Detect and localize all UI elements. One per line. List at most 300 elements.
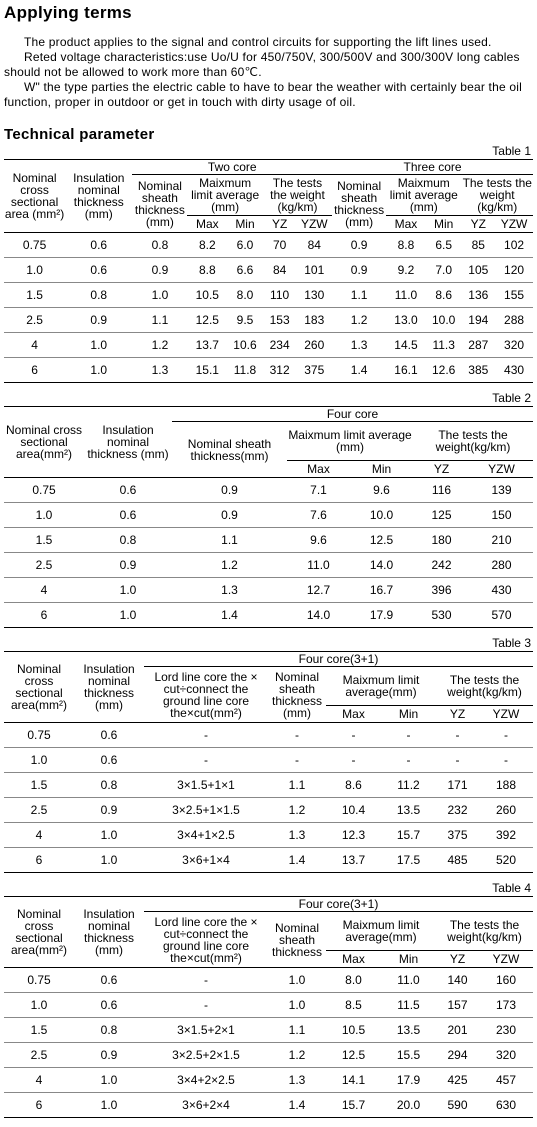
table-cell: 0.6 xyxy=(100,973,118,987)
table-cell: 425 xyxy=(447,1073,468,1087)
table-cell: 210 xyxy=(491,533,512,547)
table1 xyxy=(4,159,533,383)
table-cell: 570 xyxy=(491,608,512,622)
table3-header-group: Four core(3+1) xyxy=(144,652,533,667)
technical-parameter-title: Technical parameter xyxy=(4,126,155,143)
table-cell: 11.3 xyxy=(432,338,455,352)
table-cell: 3×4+1×2.5 xyxy=(177,828,235,842)
table-cell: 171 xyxy=(447,778,468,792)
table-cell: 8.6 xyxy=(435,288,453,302)
table3 xyxy=(4,651,533,873)
table-row xyxy=(4,233,533,258)
table1-caption: Table 1 xyxy=(492,144,531,158)
table-cell: 6 xyxy=(35,1098,43,1112)
table2-header-yzw: YZW xyxy=(488,462,515,476)
table-row xyxy=(4,528,533,553)
table-cell: 105 xyxy=(468,263,489,277)
table1-header-limit-a: Maixmum limit average (mm) xyxy=(187,175,262,216)
table-cell: 0.75 xyxy=(27,728,51,742)
table-cell: 1.4 xyxy=(350,363,368,377)
table-cell: 136 xyxy=(468,288,489,302)
table3-header-limit: Maixmum limit average(mm) xyxy=(326,667,436,706)
table-cell: 1.0 xyxy=(119,608,137,622)
table-row xyxy=(4,1093,533,1118)
table-cell: 485 xyxy=(447,853,468,867)
table-cell: - xyxy=(351,753,356,767)
table3-header-insulation: Insulation nominal thickness (mm) xyxy=(83,662,135,712)
table-cell: - xyxy=(295,728,299,742)
table2-header-yz: YZ xyxy=(433,462,450,476)
table1-header-yzw-b: YZW xyxy=(500,217,528,231)
table-cell: - xyxy=(204,998,208,1012)
table-cell: 14.0 xyxy=(369,558,394,572)
table-cell: 0.6 xyxy=(90,238,108,252)
table-cell: 1.0 xyxy=(30,753,48,767)
table-cell: 1.3 xyxy=(151,363,169,377)
table-cell: 140 xyxy=(447,973,468,987)
table-cell: 155 xyxy=(504,288,525,302)
intro-paragraph-2: Reted voltage characteristics:use Uo/U for 450/750V, 300/500V and 300/300V long cables should not be allowed to work more than 60℃. xyxy=(4,50,520,79)
table-cell: 1.5 xyxy=(30,1023,48,1037)
table-cell: 9.2 xyxy=(397,263,415,277)
table2-header-limit: Maixmum limit average (mm) xyxy=(287,422,413,461)
table-row xyxy=(4,553,533,578)
table3-header-yz: YZ xyxy=(449,706,466,721)
table-cell: 375 xyxy=(447,828,468,842)
table-cell: 101 xyxy=(304,263,325,277)
table-cell: 150 xyxy=(491,508,512,522)
table1-header-area: Nominal cross sectional area (mm²) xyxy=(4,171,65,221)
table-cell: 287 xyxy=(468,338,489,352)
table-cell: 1.2 xyxy=(288,1048,306,1062)
table-cell: 430 xyxy=(491,583,512,597)
table4-header-max: Max xyxy=(342,951,365,966)
table-cell: 2.5 xyxy=(35,558,53,572)
table-cell: - xyxy=(406,753,411,767)
table-cell: 0.9 xyxy=(350,263,368,277)
table-cell: 4 xyxy=(35,828,43,842)
table-cell: 234 xyxy=(269,338,290,352)
table-cell: 84 xyxy=(307,238,321,252)
table-cell: 14.1 xyxy=(341,1073,366,1087)
table-cell: 15.5 xyxy=(396,1048,421,1062)
table-cell: 0.6 xyxy=(100,998,118,1012)
table-cell: 1.0 xyxy=(119,583,137,597)
table4-header-group: Four core(3+1) xyxy=(144,897,533,912)
table-cell: 7.1 xyxy=(310,483,327,497)
table-cell: 11.0 xyxy=(307,558,330,572)
table-cell: 70 xyxy=(272,238,287,252)
table1-header-group-b: Three core xyxy=(332,160,533,175)
table-cell: 1.0 xyxy=(35,508,53,522)
table2 xyxy=(4,406,533,628)
table-row xyxy=(4,823,533,848)
table-cell: 0.9 xyxy=(100,803,118,817)
table-cell: 1.0 xyxy=(100,828,118,842)
table-cell: 16.1 xyxy=(394,363,418,377)
intro-text xyxy=(4,35,533,110)
table-cell: 1.1 xyxy=(221,533,238,547)
table4-header-min: Min xyxy=(398,951,419,966)
table-cell: 0.6 xyxy=(100,753,118,767)
table-cell: 110 xyxy=(270,288,290,302)
table-row xyxy=(4,723,533,748)
table-row xyxy=(4,1018,533,1043)
table-cell: 1.0 xyxy=(100,853,118,867)
table-cell: 6 xyxy=(40,608,48,622)
table-cell: 0.8 xyxy=(100,778,118,792)
table-cell: - xyxy=(351,728,356,742)
table-cell: 1.0 xyxy=(26,263,43,277)
table-cell: 1.0 xyxy=(288,973,306,987)
table-cell: 12.7 xyxy=(306,583,331,597)
table4-header-area: Nominal cross sectional area(mm²) xyxy=(11,907,67,957)
table-cell: 6.6 xyxy=(236,263,254,277)
table-cell: 1.2 xyxy=(151,338,169,352)
table-cell: 4 xyxy=(40,583,48,597)
table-cell: 3×1.5+1×1 xyxy=(177,778,235,792)
table-cell: 0.6 xyxy=(90,263,108,277)
table-cell: 13.7 xyxy=(341,853,366,867)
table-row xyxy=(4,798,533,823)
table-cell: 1.2 xyxy=(288,803,306,817)
table-cell: 14.5 xyxy=(394,338,418,352)
table-cell: 2.5 xyxy=(30,803,48,817)
table-cell: 116 xyxy=(431,483,452,497)
table-cell: 11.5 xyxy=(397,998,420,1012)
table-cell: 288 xyxy=(504,313,525,327)
table-cell: 0.75 xyxy=(27,973,51,987)
table-cell: 1.1 xyxy=(350,288,368,302)
table-cell: 0.9 xyxy=(119,558,137,572)
table-cell: 9.6 xyxy=(310,533,327,547)
table-cell: 396 xyxy=(431,583,452,597)
table1-header-max-b: Max xyxy=(394,217,418,231)
table-cell: 1.0 xyxy=(151,288,169,302)
table-cell: 188 xyxy=(495,778,517,792)
table-cell: 102 xyxy=(504,238,525,252)
table-cell: 10.5 xyxy=(195,288,219,302)
table-cell: 6 xyxy=(35,853,43,867)
table-cell: 0.8 xyxy=(100,1023,118,1037)
table-cell: 10.4 xyxy=(341,803,366,817)
table-cell: 11.2 xyxy=(397,778,420,792)
table-cell: 7.6 xyxy=(310,508,327,522)
table-cell: 194 xyxy=(468,313,489,327)
table-cell: 0.8 xyxy=(90,288,108,302)
table-cell: 8.5 xyxy=(345,998,362,1012)
table-cell: 294 xyxy=(447,1048,468,1062)
table-cell: - xyxy=(504,728,508,742)
table-cell: 1.4 xyxy=(288,853,306,867)
table-cell: 385 xyxy=(468,363,489,377)
table1-header-sheath-a: Nominal sheath thickness (mm) xyxy=(134,178,185,229)
table2-caption: Table 2 xyxy=(492,391,531,405)
table-cell: 0.9 xyxy=(350,238,368,252)
table4-caption: Table 4 xyxy=(492,881,531,895)
table-cell: 6.5 xyxy=(435,238,453,252)
table-cell: 8.0 xyxy=(345,973,362,987)
table-cell: 4 xyxy=(35,1073,43,1087)
table1-header-group-a: Two core xyxy=(132,160,332,175)
table-cell: 157 xyxy=(447,998,468,1012)
table-row xyxy=(4,773,533,798)
table-cell: 180 xyxy=(431,533,452,547)
table4-body xyxy=(4,968,533,1118)
table-cell: 260 xyxy=(495,803,517,817)
table2-header-sheath: Nominal sheath thickness(mm) xyxy=(187,436,272,463)
applying-terms-title: Applying terms xyxy=(4,3,132,22)
table-row xyxy=(4,1068,533,1093)
table-cell: 232 xyxy=(447,803,468,817)
table-cell: 320 xyxy=(504,338,525,352)
table-cell: 139 xyxy=(491,483,512,497)
table-cell: 1.1 xyxy=(151,313,169,327)
table-cell: 15.1 xyxy=(195,363,219,377)
table-cell: - xyxy=(455,728,460,742)
table-cell: 260 xyxy=(304,338,325,352)
table-cell: 12.6 xyxy=(431,363,456,377)
table3-header-sheath: Nominal sheath thickness (mm) xyxy=(271,669,323,720)
table-cell: 312 xyxy=(269,363,290,377)
table3-header-min: Min xyxy=(398,706,419,721)
table1-header-min-b: Min xyxy=(434,217,454,231)
table2-header-group: Four core xyxy=(172,407,533,422)
table-row xyxy=(4,1043,533,1068)
table-cell: 1.0 xyxy=(100,1098,118,1112)
table-cell: 16.7 xyxy=(369,583,394,597)
table-cell: 230 xyxy=(495,1023,517,1037)
table-cell: 8.8 xyxy=(397,238,415,252)
table-cell: 1.3 xyxy=(350,338,368,352)
table-cell: 392 xyxy=(495,828,517,842)
table-cell: 130 xyxy=(304,288,325,302)
table-cell: 2.5 xyxy=(26,313,43,327)
table-row xyxy=(4,333,533,358)
table4-header-lord: Lord line core the × cut÷connect the ground line core the×cut(mm²) xyxy=(154,914,258,965)
table1-header-yzw-a: YZW xyxy=(300,217,328,231)
table-row xyxy=(4,603,533,628)
table-cell: 0.9 xyxy=(221,483,238,497)
table-cell: 13.5 xyxy=(396,803,421,817)
table-cell: 457 xyxy=(495,1073,517,1087)
table-cell: 1.3 xyxy=(221,583,238,597)
table-cell: 1.4 xyxy=(288,1098,306,1112)
table2-header-max: Max xyxy=(307,462,330,476)
table-cell: 120 xyxy=(504,263,525,277)
table4-header-yzw: YZW xyxy=(492,951,520,966)
table1-header-limit-b: Maixmum limit average (mm) xyxy=(386,175,461,216)
table-cell: 3×1.5+2×1 xyxy=(177,1023,235,1037)
table-cell: 280 xyxy=(491,558,512,572)
table1-header-weight-a: The tests the weight (kg/km) xyxy=(263,175,332,216)
table-cell: 3×6+2×4 xyxy=(182,1098,230,1112)
table-cell: 10.5 xyxy=(341,1023,366,1037)
table-cell: 6 xyxy=(31,363,38,377)
table-cell: 11.0 xyxy=(397,973,420,987)
table-cell: 10.0 xyxy=(369,508,394,522)
table-row xyxy=(4,308,533,333)
table-row xyxy=(4,478,533,503)
intro-paragraph-1: The product applies to the signal and control circuits for supporting the lift lines used. xyxy=(24,35,492,49)
table-cell: 14.0 xyxy=(306,608,331,622)
table-cell: 520 xyxy=(495,853,517,867)
table-cell: 15.7 xyxy=(396,828,421,842)
table-cell: 3×6+1×4 xyxy=(182,853,230,867)
table1-header-sheath-b: Nominal sheath thickness (mm) xyxy=(334,178,385,229)
table-cell: 530 xyxy=(431,608,452,622)
table-cell: 3×2.5+1×1.5 xyxy=(172,803,240,817)
table3-body xyxy=(4,723,533,873)
table-cell: 1.0 xyxy=(30,998,48,1012)
table3-caption: Table 3 xyxy=(492,636,531,650)
table-cell: 590 xyxy=(447,1098,468,1112)
table-row xyxy=(4,578,533,603)
table-row xyxy=(4,503,533,528)
intro-paragraph-3: W" the type parties the electric cable to have to bear the weather with certainly bear the oil function, proper in outdoor or get in touch with dirty usage of oil. xyxy=(4,80,522,109)
table1-header-yz-b: YZ xyxy=(470,217,486,231)
table-cell: 13.5 xyxy=(396,1023,421,1037)
table-cell: 0.75 xyxy=(32,483,56,497)
table1-header-insulation: Insulation nominal thickness (mm) xyxy=(73,171,125,221)
table-cell: 1.2 xyxy=(221,558,238,572)
table-cell: - xyxy=(406,728,411,742)
table-cell: 20.0 xyxy=(396,1098,421,1112)
table4-header-yz: YZ xyxy=(449,951,466,966)
table3-header-weight: The tests the weight(kg/km) xyxy=(436,667,533,706)
table-cell: 9.5 xyxy=(236,313,254,327)
table-cell: 0.6 xyxy=(100,728,118,742)
table-cell: 1.4 xyxy=(221,608,238,622)
table-cell: - xyxy=(455,753,460,767)
table-cell: 8.8 xyxy=(198,263,216,277)
table-cell: 9.6 xyxy=(373,483,390,497)
table-cell: 242 xyxy=(431,558,452,572)
table-cell: 1.3 xyxy=(288,828,306,842)
table-cell: 630 xyxy=(495,1098,517,1112)
table-cell: 1.5 xyxy=(30,778,48,792)
table-cell: 11.8 xyxy=(233,363,257,377)
table1-body xyxy=(4,233,533,383)
table2-body xyxy=(4,478,533,628)
table-cell: 0.75 xyxy=(22,238,47,252)
table-row xyxy=(4,748,533,773)
table-cell: 3×2.5+2×1.5 xyxy=(172,1048,240,1062)
table-cell: 320 xyxy=(495,1048,517,1062)
table-cell: 10.0 xyxy=(431,313,456,327)
table-cell: 0.9 xyxy=(151,263,169,277)
table-cell: - xyxy=(204,973,208,987)
table1-header-yz-a: YZ xyxy=(271,217,288,231)
table-cell: 11.0 xyxy=(394,288,418,302)
table-row xyxy=(4,993,533,1018)
table-cell: 85 xyxy=(471,238,485,252)
table-cell: 0.6 xyxy=(119,483,137,497)
table-cell: 8.0 xyxy=(236,288,254,302)
table-cell: 1.5 xyxy=(26,288,43,302)
table4-header-limit: Maixmum limit average(mm) xyxy=(326,912,436,951)
table2-header-insulation: Insulation nominal thickness (mm) xyxy=(87,423,169,461)
table2-header-weight: The tests the weight(kg/km) xyxy=(413,422,533,461)
table-row xyxy=(4,968,533,993)
table-row xyxy=(4,848,533,873)
table2-header-min: Min xyxy=(371,462,392,476)
table-cell: 0.8 xyxy=(151,238,169,252)
table-row xyxy=(4,358,533,383)
table-row xyxy=(4,258,533,283)
table-cell: 7.0 xyxy=(435,263,453,277)
table-cell: 1.1 xyxy=(288,1023,306,1037)
table-cell: 2.5 xyxy=(30,1048,48,1062)
table-cell: 17.9 xyxy=(396,1073,421,1087)
table-cell: 12.5 xyxy=(195,313,219,327)
table3-header-lord: Lord line core the × cut÷connect the ground line core the×cut(mm²) xyxy=(154,669,258,720)
table-cell: 201 xyxy=(447,1023,468,1037)
table-cell: 15.7 xyxy=(341,1098,366,1112)
table4-header-sheath: Nominal sheath thickness xyxy=(271,920,323,959)
table-cell: 0.9 xyxy=(100,1048,118,1062)
table3-header-area: Nominal cross sectional area(mm²) xyxy=(11,662,67,712)
table-cell: 0.9 xyxy=(221,508,238,522)
table-cell: 1.5 xyxy=(35,533,53,547)
table-cell: 153 xyxy=(269,313,290,327)
table-cell: 1.1 xyxy=(288,778,306,792)
table4-header-insulation: Insulation nominal thickness (mm) xyxy=(83,907,135,957)
table-cell: - xyxy=(204,753,208,767)
table4 xyxy=(4,896,533,1118)
table-cell: 13.7 xyxy=(195,338,219,352)
table-cell: 160 xyxy=(495,973,517,987)
table-cell: 3×4+2×2.5 xyxy=(177,1073,235,1087)
table2-header-area: Nominal cross sectional area(mm²) xyxy=(5,423,83,461)
table-cell: 173 xyxy=(495,998,517,1012)
table-cell: 8.6 xyxy=(345,778,362,792)
table-cell: 17.5 xyxy=(396,853,421,867)
table-cell: 84 xyxy=(272,263,287,277)
table-cell: 125 xyxy=(431,508,452,522)
table-cell: 183 xyxy=(304,313,325,327)
table-cell: - xyxy=(504,753,508,767)
table-cell: 1.3 xyxy=(288,1073,306,1087)
table-cell: 12.5 xyxy=(369,533,394,547)
table-cell: 375 xyxy=(304,363,325,377)
table-cell: 0.9 xyxy=(90,313,108,327)
table-cell: 1.0 xyxy=(90,338,108,352)
table1-header-weight-b: The tests the weight (kg/km) xyxy=(462,176,532,214)
table4-header-weight: The tests the weight(kg/km) xyxy=(436,912,533,951)
table-cell: 13.0 xyxy=(394,313,418,327)
table-cell: - xyxy=(295,753,299,767)
table3-header-yzw: YZW xyxy=(492,706,520,721)
table1-header-min-a: Min xyxy=(235,217,255,231)
table-cell: 0.6 xyxy=(119,508,137,522)
table-cell: 430 xyxy=(504,363,525,377)
table-cell: 1.0 xyxy=(90,363,108,377)
table-row xyxy=(4,283,533,308)
table-cell: 17.9 xyxy=(369,608,394,622)
table-cell: 6.0 xyxy=(236,238,254,252)
table-cell: 0.8 xyxy=(119,533,137,547)
table1-header-max-a: Max xyxy=(195,217,219,231)
table-cell: 12.5 xyxy=(341,1048,366,1062)
table-cell: 10.6 xyxy=(233,338,257,352)
table3-header-max: Max xyxy=(342,706,365,721)
table-cell: 8.2 xyxy=(198,238,216,252)
table-cell: 1.0 xyxy=(288,998,306,1012)
table-cell: 12.3 xyxy=(341,828,366,842)
table-cell: 1.0 xyxy=(100,1073,118,1087)
table-cell: 1.2 xyxy=(350,313,368,327)
